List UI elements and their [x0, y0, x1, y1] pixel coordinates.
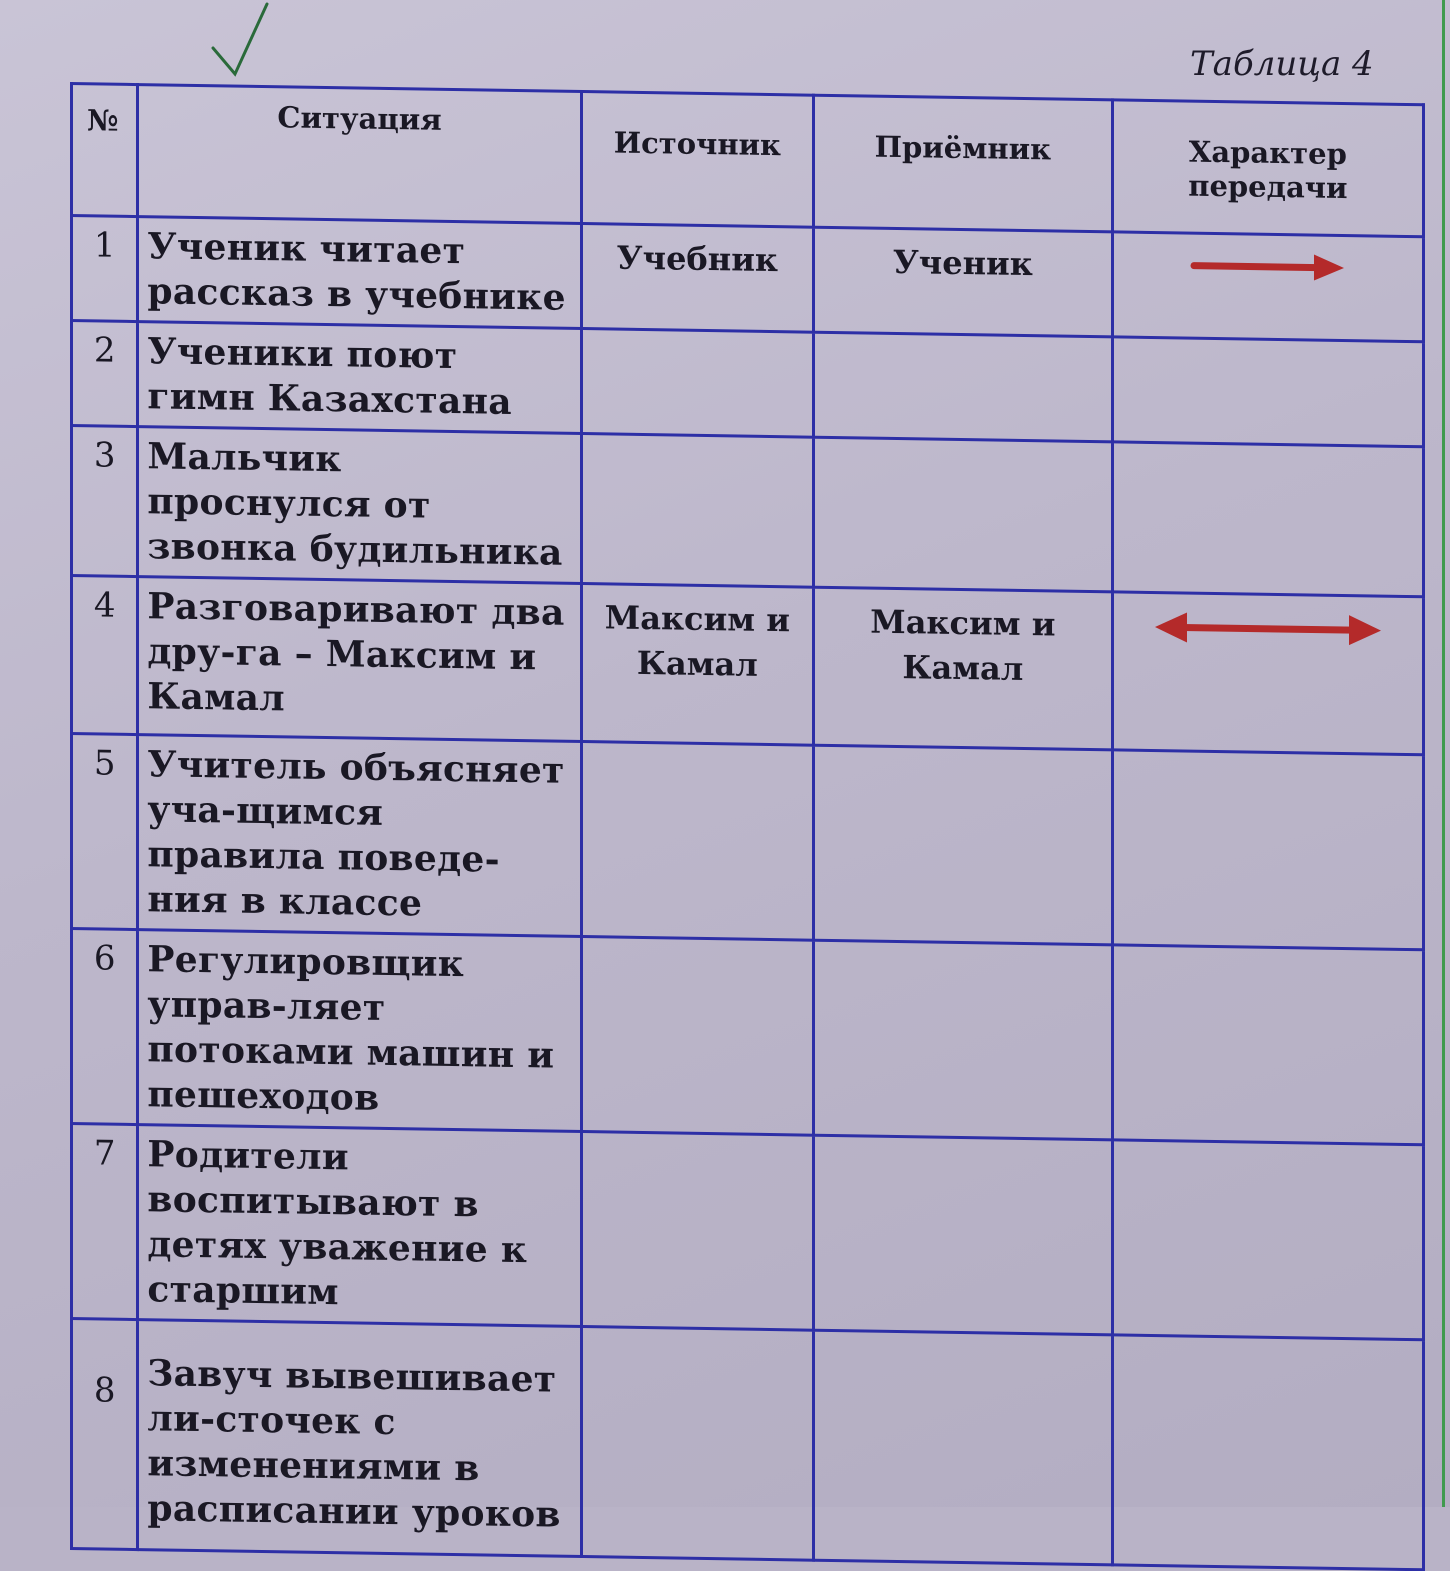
row-transfer [1112, 750, 1423, 950]
page-edge-line [1442, 0, 1445, 1507]
checkmark-icon [205, 0, 275, 80]
header-num: № [72, 84, 138, 217]
row-transfer [1112, 442, 1423, 597]
header-receiver: Приёмник [813, 95, 1112, 232]
row-number: 7 [72, 1124, 138, 1320]
row-source [581, 434, 813, 588]
row-situation: Учитель объясняет уча-щимся правила поведе-ния в классе [138, 735, 581, 937]
row-source [581, 1327, 813, 1561]
row-transfer [1112, 1335, 1423, 1570]
situations-table [70, 82, 1425, 1571]
header-transfer [1112, 100, 1423, 237]
row-source [581, 1132, 813, 1331]
row-receiver [813, 437, 1112, 592]
row-receiver [813, 1135, 1112, 1335]
row-number: 8 [72, 1319, 138, 1550]
two-way-arrow-icon [1153, 610, 1383, 648]
table-row [72, 1124, 1424, 1340]
row-number: 4 [72, 576, 138, 735]
table-row [72, 576, 1424, 755]
header-source: Источник [581, 92, 813, 228]
row-transfer [1112, 337, 1423, 447]
header-situation: Ситуация [138, 85, 581, 224]
table-row [72, 1319, 1424, 1570]
row-receiver [813, 1330, 1112, 1565]
row-situation: Ученики поют гимн Казахстана [138, 322, 581, 434]
header-row [72, 84, 1424, 237]
row-situation: Родители воспитывают в детях уважение к старшим [138, 1125, 581, 1327]
row-transfer [1112, 232, 1423, 342]
one-way-arrow-icon [1188, 251, 1348, 284]
row-source: Учебник [581, 224, 813, 333]
table-caption: Таблица 4 [1190, 44, 1374, 84]
row-number: 2 [72, 321, 138, 427]
row-receiver [813, 332, 1112, 442]
row-receiver: Максим и Камал [813, 587, 1112, 750]
row-number: 1 [72, 216, 138, 322]
row-situation: Ученик читает рассказ в учебнике [138, 217, 581, 329]
row-number: 5 [72, 734, 138, 930]
row-situation: Мальчик проснулся от звонка будильника [138, 427, 581, 584]
row-situation: Разговаривают два дру-га – Максим и Камал [138, 577, 581, 742]
header-transfer-line2: передачи [1188, 168, 1348, 206]
row-source [581, 937, 813, 1136]
row-source [581, 329, 813, 438]
table-row [72, 426, 1424, 597]
row-situation: Регулировщик управ-ляет потоками машин и пешеходов [138, 930, 581, 1132]
table-row [72, 929, 1424, 1145]
row-transfer [1112, 592, 1423, 755]
row-transfer [1112, 1140, 1423, 1340]
row-receiver [813, 940, 1112, 1140]
row-transfer [1112, 945, 1423, 1145]
row-situation: Завуч вывешивает ли-сточек с изменениями в расписании уроков [138, 1320, 581, 1557]
row-source [581, 742, 813, 941]
row-receiver: Ученик [813, 227, 1112, 337]
row-number: 6 [72, 929, 138, 1125]
table-row [72, 734, 1424, 950]
row-number: 3 [72, 426, 138, 577]
row-source: Максим и Камал [581, 584, 813, 746]
header-transfer-line1: Характер [1188, 134, 1347, 172]
row-receiver [813, 745, 1112, 945]
